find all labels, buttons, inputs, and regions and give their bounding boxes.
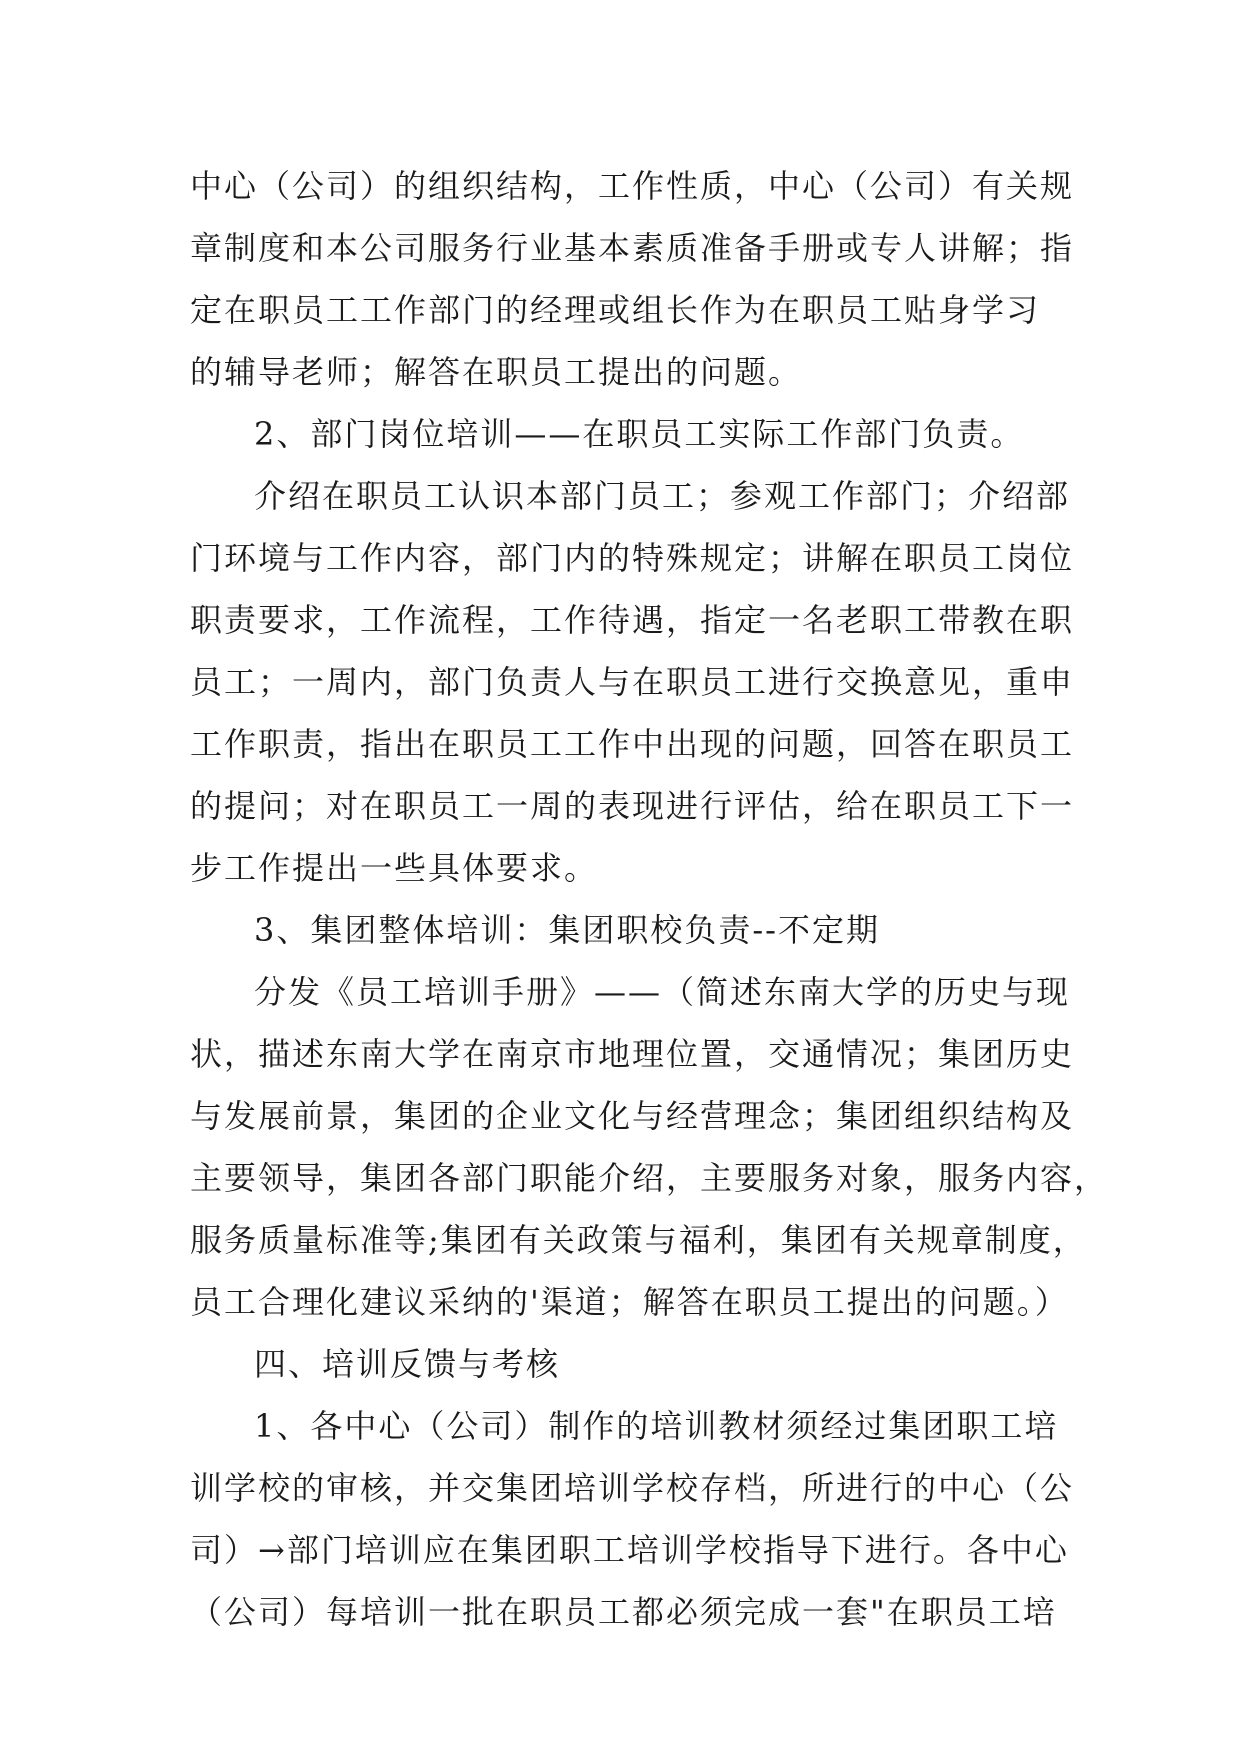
text-line: 门环境与工作内容，部门内的特殊规定；讲解在职员工岗位 — [190, 539, 1075, 577]
paragraph-start: 介绍在职员工认识本部门员工；参观工作部门；介绍部 — [254, 477, 1071, 515]
section-heading: 四、培训反馈与考核 — [254, 1345, 561, 1383]
text-line: 服务质量标准等;集团有关政策与福利，集团有关规章制度， — [190, 1221, 1087, 1259]
document-body — [190, 155, 1109, 1643]
text-line: 与发展前景，集团的企业文化与经营理念；集团组织结构及 — [190, 1097, 1075, 1135]
text-line: 职责要求，工作流程，工作待遇，指定一名老职工带教在职 — [190, 601, 1075, 639]
text-line: 员工合理化建议采纳的'渠道；解答在职员工提出的问题。） — [190, 1283, 1069, 1321]
text-line: 步工作提出一些具体要求。 — [190, 849, 599, 887]
text-line: 的辅导老师；解答在职员工提出的问题。 — [190, 353, 803, 391]
text-line: 中心（公司）的组织结构，工作性质，中心（公司）有关规 — [190, 167, 1075, 205]
paragraph-start: 1、各中心（公司）制作的培训教材须经过集团职工培 — [254, 1407, 1059, 1445]
text-line: 主要领导，集团各部门职能介绍，主要服务对象，服务内容， — [190, 1159, 1109, 1197]
text-line: （公司）每培训一批在职员工都必须完成一套"在职员工培 — [190, 1593, 1057, 1631]
text-line: 工作职责，指出在职员工工作中出现的问题，回答在职员工 — [190, 725, 1075, 763]
text-line: 的提问；对在职员工一周的表现进行评估，给在职员工下一 — [190, 787, 1075, 825]
section-heading: 3、集团整体培训：集团职校负责--不定期 — [254, 911, 880, 949]
text-line: 定在职员工工作部门的经理或组长作为在职员工贴身学习 — [190, 291, 1041, 329]
text-line: 状，描述东南大学在南京市地理位置，交通情况；集团历史 — [190, 1035, 1075, 1073]
text-line: 员工；一周内，部门负责人与在职员工进行交换意见，重申 — [190, 663, 1075, 701]
paragraph-start: 分发《员工培训手册》——（简述东南大学的历史与现 — [254, 973, 1071, 1011]
text-line: 司）→部门培训应在集团职工培训学校指导下进行。各中心 — [190, 1531, 1069, 1569]
section-heading: 2、部门岗位培训——在职员工实际工作部门负责。 — [254, 415, 1025, 453]
text-line: 训学校的审核，并交集团培训学校存档，所进行的中心（公 — [190, 1469, 1075, 1507]
text-line: 章制度和本公司服务行业基本素质准备手册或专人讲解；指 — [190, 229, 1075, 267]
